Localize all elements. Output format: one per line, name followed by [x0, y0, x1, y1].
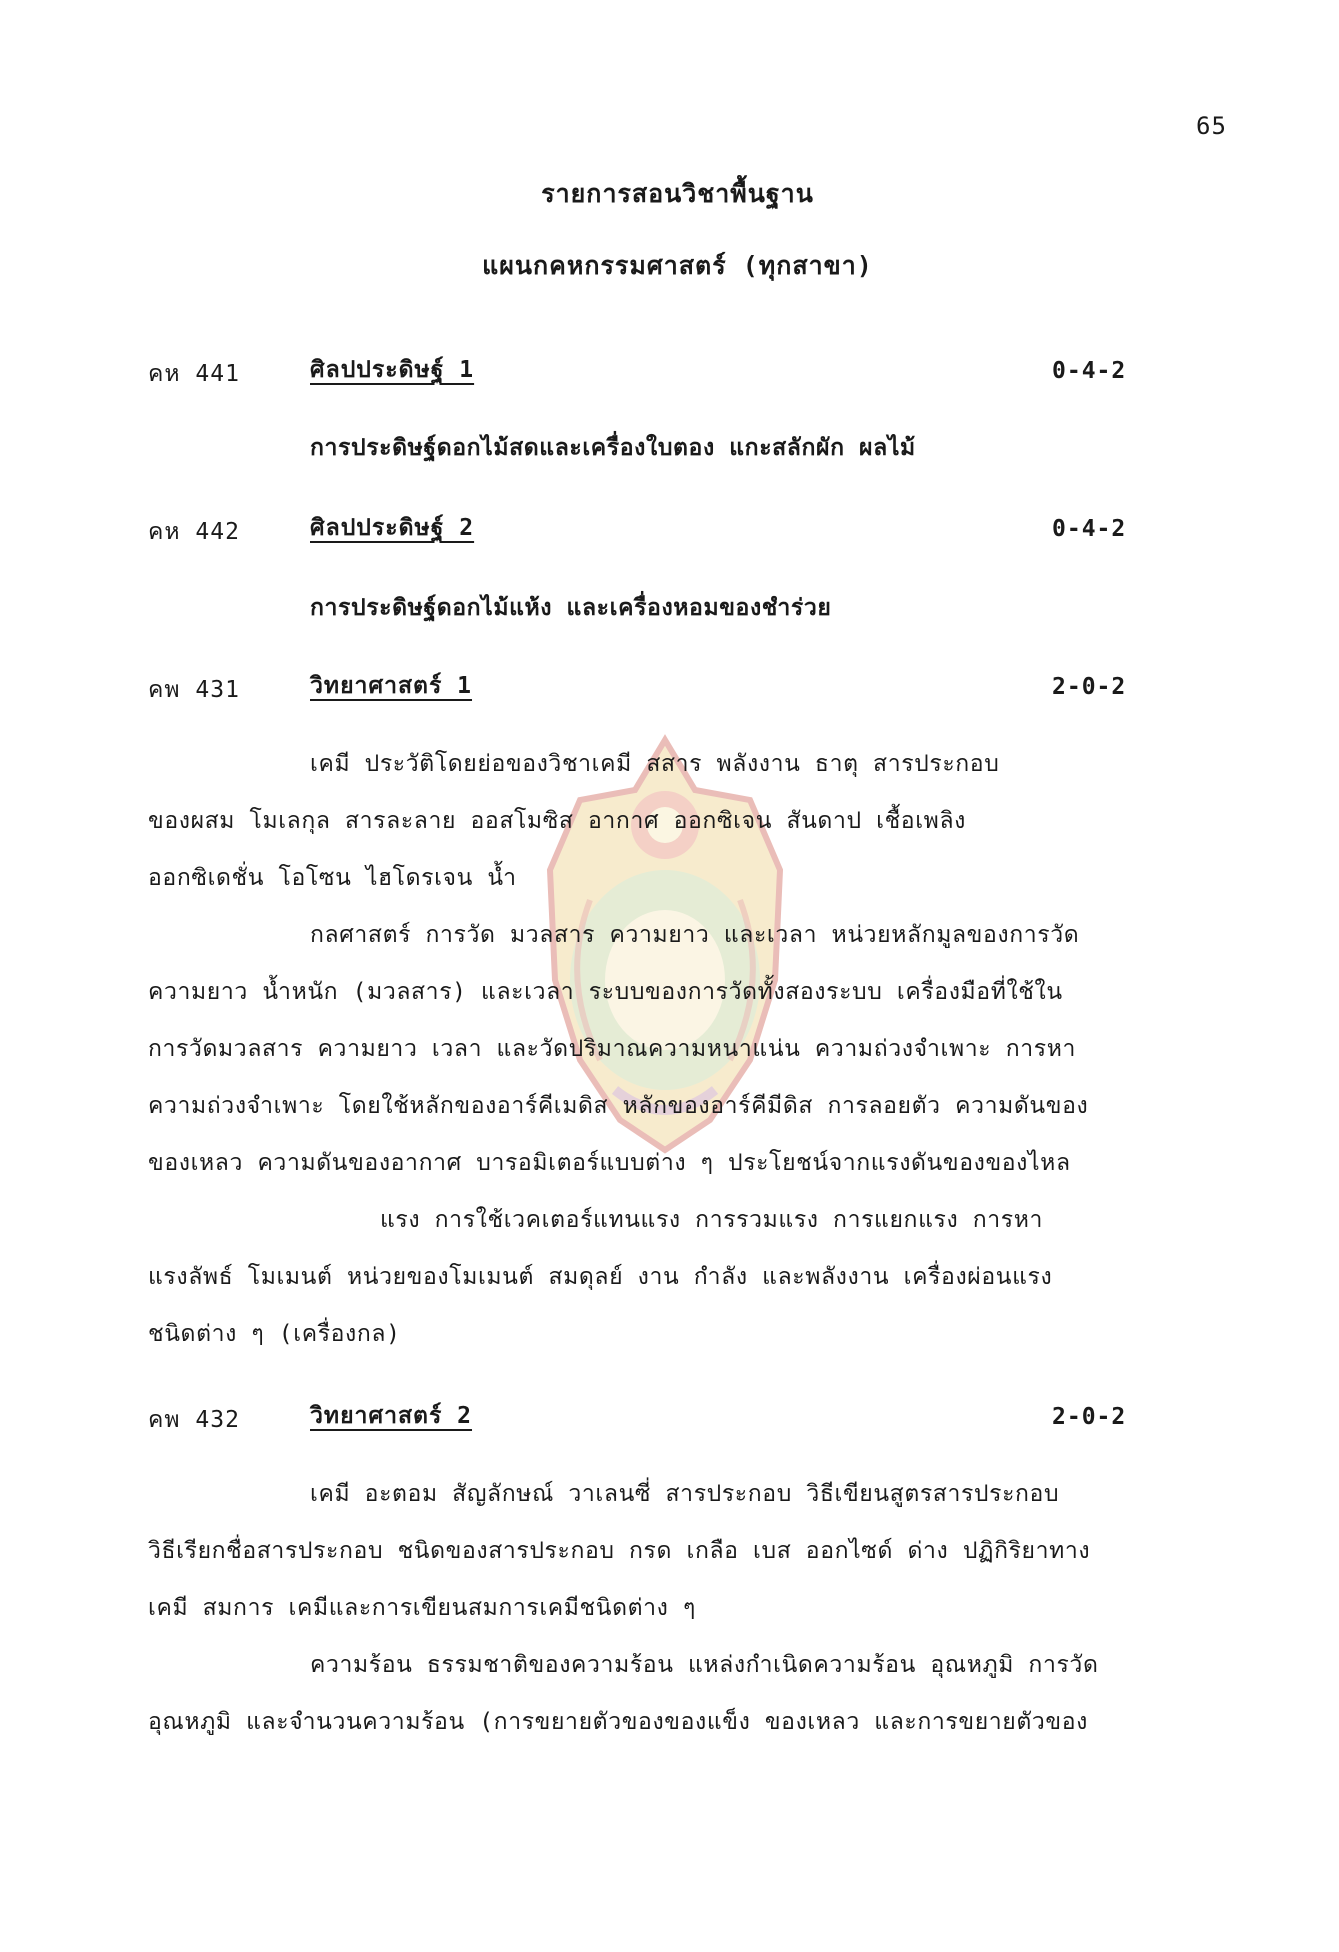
course-description-line: ชนิดต่าง ๆ (เครื่องกล): [148, 1321, 401, 1347]
course-header: [0, 510, 1339, 546]
course-description-line: เคมี ประวัติโดยย่อของวิชาเคมี สสาร พลังงาน ธาตุ สารประกอบ: [310, 751, 1000, 777]
course-code: คพ 431: [148, 677, 240, 703]
document-title: รายการสอนวิชาพื้นฐาน: [541, 179, 814, 208]
course-description-line: ของผสม โมเลกุล สารละลาย ออสโมซิส อากาศ ออกซิเจน สันดาป เชื้อเพลิง: [148, 808, 966, 834]
course-title: วิทยาศาสตร์ 1: [310, 673, 473, 699]
course-code: คห 442: [148, 519, 240, 545]
course-credits: 2-0-2: [1052, 1404, 1127, 1430]
course-description-line: แรง การใช้เวคเตอร์แทนแรง การรวมแรง การแยกแรง การหา: [380, 1207, 1044, 1233]
course-header: [0, 668, 1339, 704]
course-credits: 2-0-2: [1052, 674, 1127, 700]
course-code: คห 441: [148, 361, 240, 387]
course-header: [0, 1398, 1339, 1434]
course-description-line: วิธีเรียกชื่อสารประกอบ ชนิดของสารประกอบ กรด เกลือ เบส ออกไซด์ ด่าง ปฏิกิริยาทาง: [148, 1538, 1091, 1564]
course-title: ศิลปประดิษฐ์ 1: [310, 357, 475, 383]
course-description-line: กลศาสตร์ การวัด มวลสาร ความยาว และเวลา หน่วยหลักมูลของการวัด: [310, 922, 1080, 948]
course-description-line: ความยาว น้ำหนัก (มวลสาร) และเวลา ระบบของการวัดทั้งสองระบบ เครื่องมือที่ใช้ใน: [148, 979, 1063, 1005]
course-description-line: ความร้อน ธรรมชาติของความร้อน แหล่งกำเนิดความร้อน อุณหภูมิ การวัด: [310, 1652, 1099, 1678]
page-number: 65: [1196, 112, 1227, 140]
course-description-line: การวัดมวลสาร ความยาว เวลา และวัดปริมาณความหนาแน่น ความถ่วงจำเพาะ การหา: [148, 1036, 1076, 1062]
course-description-line: แรงลัพธ์ โมเมนต์ หน่วยของโมเมนต์ สมดุลย์ งาน กำลัง และพลังงาน เครื่องผ่อนแรง: [148, 1264, 1053, 1290]
course-description-line: เคมี อะตอม สัญลักษณ์ วาเลนซี่ สารประกอบ วิธีเขียนสูตรสารประกอบ: [310, 1481, 1060, 1507]
course-credits: 0-4-2: [1052, 516, 1127, 542]
course-description-line: ออกซิเดชั่น โอโซน ไฮโดรเจน น้ำ: [148, 865, 517, 891]
course-title: ศิลปประดิษฐ์ 2: [310, 515, 475, 541]
course-code: คพ 432: [148, 1407, 240, 1433]
course-description-line: อุณหภูมิ และจำนวนความร้อน (การขยายตัวของของแข็ง ของเหลว และการขยายตัวของ: [148, 1709, 1088, 1735]
course-description-line: การประดิษฐ์ดอกไม้แห้ง และเครื่องหอมของชำร่วย: [310, 595, 832, 621]
course-header: [0, 352, 1339, 388]
course-description-line: เคมี สมการ เคมีและการเขียนสมการเคมีชนิดต่าง ๆ: [148, 1595, 696, 1621]
document-subtitle: แผนกคหกรรมศาสตร์ (ทุกสาขา): [482, 251, 873, 280]
course-title: วิทยาศาสตร์ 2: [310, 1403, 473, 1429]
course-description-line: ความถ่วงจำเพาะ โดยใช้หลักของอาร์คีเมดิส หลักของอาร์คีมีดิส การลอยตัว ความดันของ: [148, 1093, 1089, 1119]
course-credits: 0-4-2: [1052, 358, 1127, 384]
course-description-line: ของเหลว ความดันของอากาศ บารอมิเตอร์แบบต่าง ๆ ประโยชน์จากแรงดันของของไหล: [148, 1150, 1071, 1176]
course-description-line: การประดิษฐ์ดอกไม้สดและเครื่องใบตอง แกะสลักผัก ผลไม้: [310, 435, 916, 461]
